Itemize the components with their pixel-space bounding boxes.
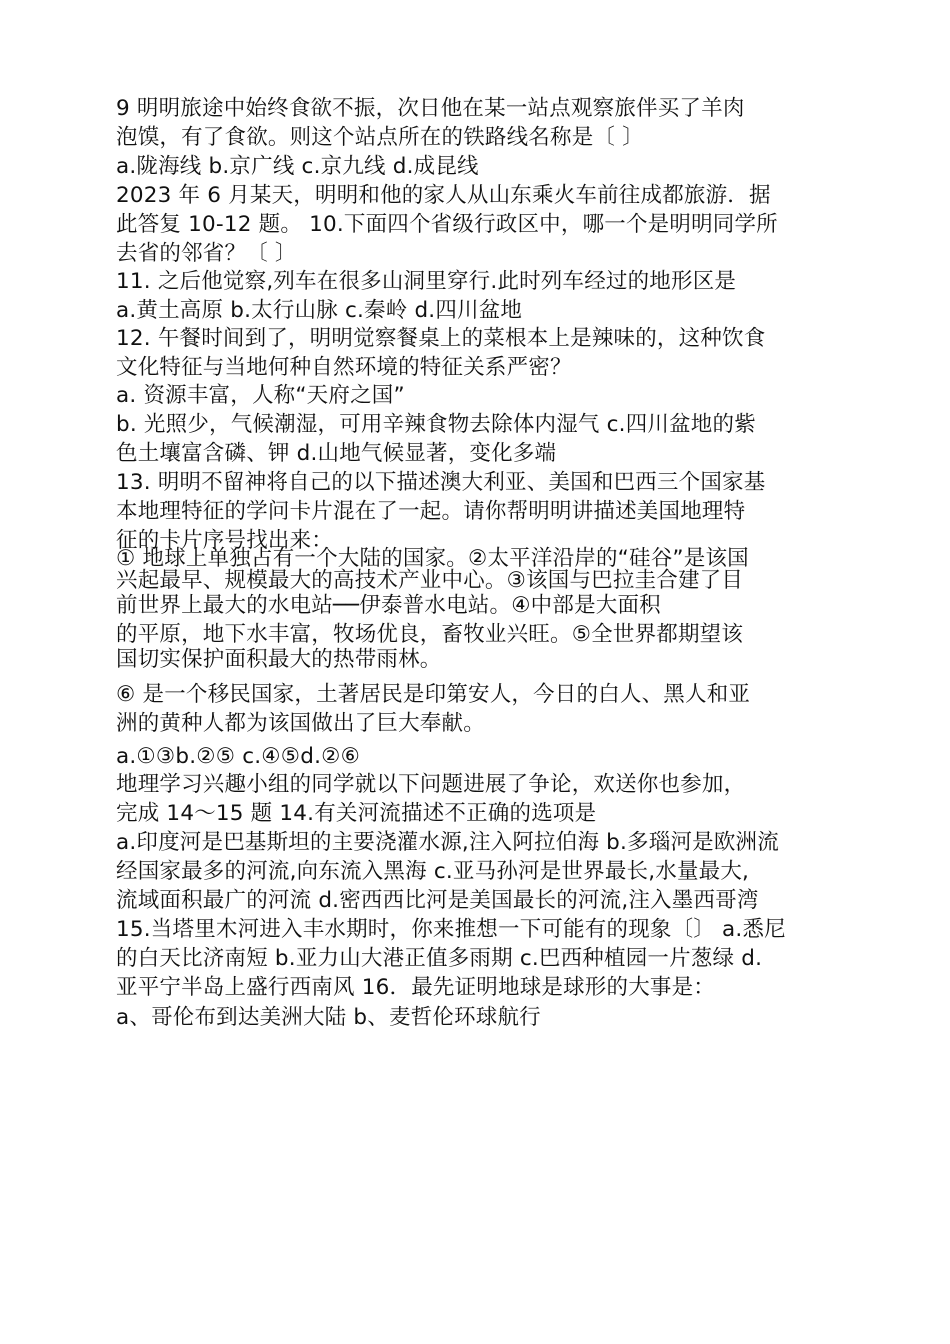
text-line: 此答复 10-12 题。 10.下面四个省级行政区中，哪一个是明明同学所 [116,212,778,237]
text-line: 泡馍，有了食欲。则这个站点所在的铁路线名称是〔 〕 [116,125,644,150]
text-line: a.黄土高原 b.太行山脉 c.秦岭 d.四川盆地 [116,298,523,323]
text-line: 兴起最早、规模最大的高技术产业中心。③该国与巴拉圭合建了目 [116,568,744,593]
text-line: 本地理特征的学问卡片混在了一起。请你帮明明讲描述美国地理特 [116,499,746,524]
text-line: 的白天比济南短 b.亚力山大港正值多雨期 c.巴西种植园一片葱绿 d. [116,946,763,971]
text-line: 流域面积最广的河流 d.密西西比河是美国最长的河流,注入墨西哥湾 [116,888,759,913]
text-line: 去省的邻省？〔 〕 [116,241,297,266]
text-line: ① 地球上单独占有一个大陆的国家。②太平洋沿岸的“硅谷”是该国 [116,546,749,571]
text-line: 2023 年 6 月某天，明明和他的家人从山东乘火车前往成都旅游．据 [116,183,771,208]
text-line: a. 资源丰富，人称“天府之国” [116,383,405,408]
text-line: a、哥伦布到达美洲大陆 b、麦哲伦环球航行 [116,1005,541,1030]
text-line: 色土壤富含磷、钾 d.山地气候显著，变化多端 [116,441,557,466]
text-line: 12. 午餐时间到了，明明觉察餐桌上的菜根本上是辣味的，这种饮食 [116,326,766,351]
text-line: 11. 之后他觉察,列车在很多山洞里穿行.此时列车经过的地形区是 [116,269,737,294]
text-line: 9 明明旅途中始终食欲不振，次日他在某一站点观察旅伴买了羊肉 [116,96,745,121]
text-line: 文化特征与当地何种自然环境的特征关系严密？ [116,355,572,380]
text-line: 的平原，地下水丰富，牧场优良，畜牧业兴旺。⑤全世界都期望该 [116,622,744,647]
text-line: 征的卡片序号找出来： [116,528,334,553]
text-line: a.印度河是巴基斯坦的主要浇灌水源,注入阿拉伯海 b.多瑙河是欧洲流 [116,830,779,855]
text-line: 亚平宁半岛上盛行西南风 16．最先证明地球是球形的大事是： [116,975,715,1000]
text-line: 15.当塔里木河进入丰水期时，你来推想一下可能有的现象〔〕 a.悉尼 [116,917,786,942]
text-line: 地理学习兴趣小组的同学就以下问题进展了争论，欢送你也参加， [116,772,746,797]
text-line: a.①③b.②⑤ c.④⑤d.②⑥ [116,744,361,769]
text-line: 经国家最多的河流,向东流入黑海 c.亚马孙河是世界最长,水量最大, [116,859,750,884]
text-line: 完成 14～15 题 14.有关河流描述不正确的选项是 [116,801,597,826]
text-line: ⑥ 是一个移民国家，土著居民是印第安人，今日的白人、黑人和亚 [116,682,751,707]
text-line: b. 光照少，气候潮湿，可用辛辣食物去除体内湿气 c.四川盆地的紫 [116,412,756,437]
text-line: a.陇海线 b.京广线 c.京九线 d.成昆线 [116,154,479,179]
text-line: 国切实保护面积最大的热带雨林。 [116,647,442,672]
text-line: 13. 明明不留神将自己的以下描述澳大利亚、美国和巴西三个国家基 [116,470,766,495]
text-line: 前世界上最大的水电站──伊泰普水电站。④中部是大面积 [116,593,661,618]
text-line: 洲的黄种人都为该国做出了巨大奉献。 [116,711,485,736]
